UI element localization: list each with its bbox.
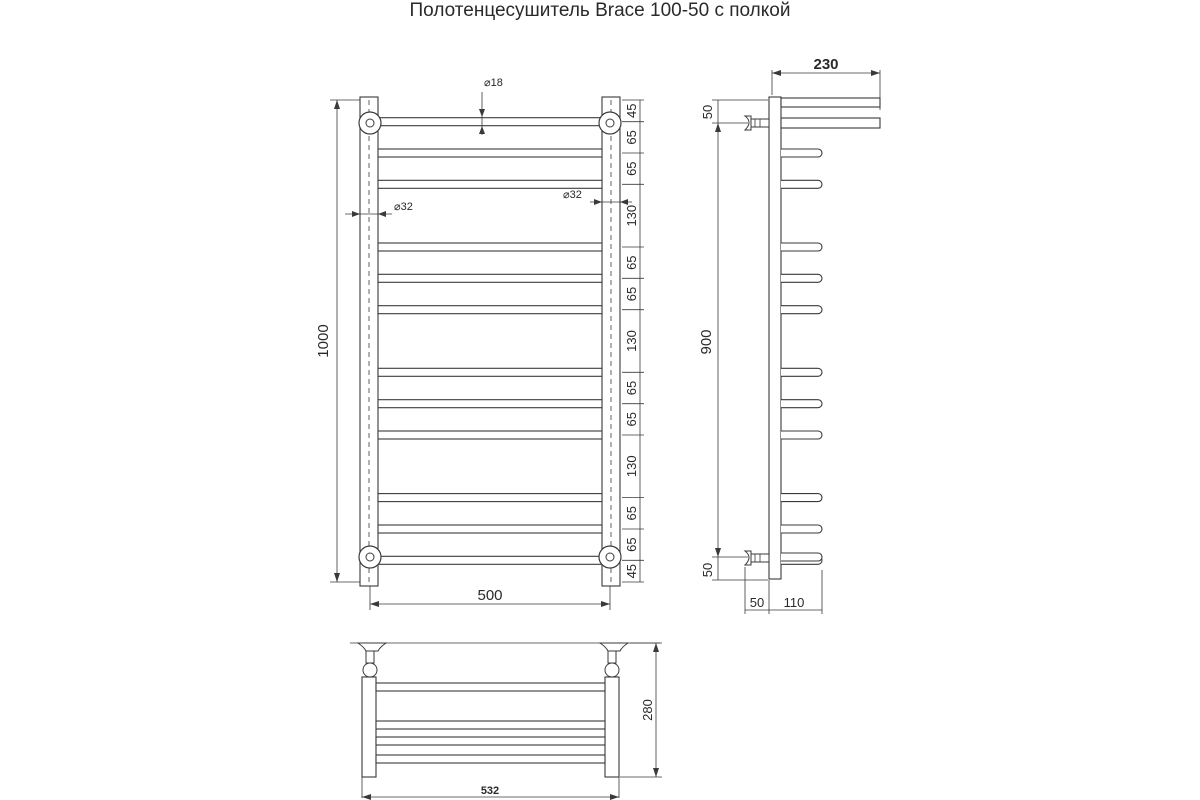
front-bar xyxy=(378,118,602,126)
side-hook xyxy=(781,431,822,439)
spacing-label: 65 xyxy=(624,161,639,176)
top-flange-right xyxy=(600,643,628,651)
top-width-label: 532 xyxy=(480,785,500,797)
side-hook xyxy=(781,180,822,188)
side-hooks xyxy=(781,149,822,564)
front-height-label: 1000 xyxy=(315,324,332,358)
spacing-label: 65 xyxy=(624,130,639,145)
spacing-label: 65 xyxy=(624,537,639,552)
side-depth-label: 110 xyxy=(783,595,805,610)
top-flange-left xyxy=(358,643,386,651)
front-view xyxy=(315,77,644,610)
front-bar xyxy=(378,431,602,439)
spacing-label: 65 xyxy=(624,412,639,427)
mount-bottom-right xyxy=(599,546,621,568)
top-rail-4 xyxy=(376,755,605,763)
pipe-diameter-left-label: ⌀32 xyxy=(394,201,413,213)
bar-diameter-label: ⌀18 xyxy=(484,77,503,89)
side-mount-bottom-label: 50 xyxy=(700,562,715,578)
spacing-label: 45 xyxy=(624,563,639,579)
spacing-label: 65 xyxy=(624,506,639,521)
front-bar xyxy=(378,243,602,251)
side-hook xyxy=(781,243,822,251)
top-rail-3 xyxy=(376,737,605,745)
side-hook xyxy=(781,368,822,376)
side-hook xyxy=(781,274,822,282)
front-width-label: 500 xyxy=(477,587,503,604)
shelf-depth-label: 230 xyxy=(813,56,839,73)
top-rail-2 xyxy=(376,721,605,729)
spacing-label: 65 xyxy=(624,286,639,302)
front-bar xyxy=(378,149,602,157)
spacing-label: 130 xyxy=(624,204,639,227)
side-wall-offset-label: 50 xyxy=(749,595,765,610)
side-hook xyxy=(781,149,822,157)
front-bar xyxy=(378,368,602,376)
side-mount-bottom xyxy=(745,551,769,565)
front-bar xyxy=(378,180,602,188)
spacing-label: 65 xyxy=(624,380,639,396)
spacing-label: 130 xyxy=(624,330,639,352)
left-pipe xyxy=(360,97,378,586)
top-height-label: 280 xyxy=(640,699,655,721)
top-post-left xyxy=(362,677,376,777)
right-pipe xyxy=(602,97,620,586)
top-rail-1 xyxy=(376,683,605,691)
side-view xyxy=(698,56,880,614)
side-shelf-top xyxy=(781,98,880,107)
side-shelf-bottom xyxy=(781,118,880,128)
front-bars xyxy=(378,118,602,565)
side-hook xyxy=(781,525,822,533)
spacing-label: 130 xyxy=(624,455,639,478)
mount-top-right xyxy=(599,112,621,134)
front-bar xyxy=(378,306,602,314)
spacing-label: 45 xyxy=(624,103,639,119)
side-mount-top xyxy=(745,116,769,130)
side-hook xyxy=(781,306,822,314)
spacing-label: 65 xyxy=(624,255,639,270)
front-bar xyxy=(378,525,602,533)
side-hook xyxy=(781,494,822,502)
side-center-height-label: 900 xyxy=(698,329,715,355)
side-hook xyxy=(781,400,822,408)
page-title: Полотенцесушитель Brace 100-50 с полкой xyxy=(409,0,791,21)
top-post-right xyxy=(605,677,619,777)
front-bar xyxy=(378,556,602,564)
front-bar xyxy=(378,400,602,408)
front-bar xyxy=(378,274,602,282)
pipe-diameter-right-label: ⌀32 xyxy=(563,189,582,201)
top-view xyxy=(350,643,662,800)
front-bar xyxy=(378,494,602,502)
mount-top-left xyxy=(359,112,381,134)
spacing-dimensions xyxy=(622,100,644,582)
side-riser xyxy=(769,97,781,579)
side-mount-top-label: 50 xyxy=(700,104,715,120)
mount-bottom-left xyxy=(359,546,381,568)
side-hook xyxy=(781,553,822,561)
